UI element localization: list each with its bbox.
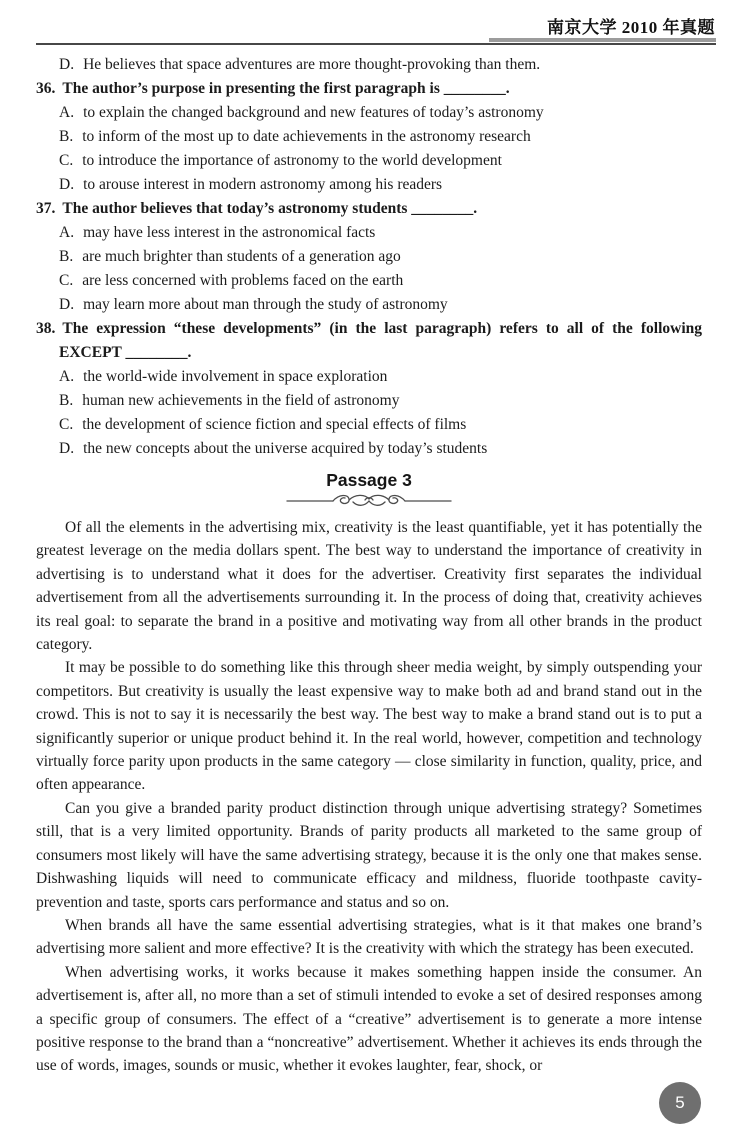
page-number-badge: 5	[659, 1082, 701, 1124]
passage-heading	[36, 470, 702, 510]
flourish-ornament-icon	[285, 492, 453, 510]
option-text: the development of science fiction and special effects of films	[82, 416, 467, 433]
option-letter: B.	[59, 392, 74, 409]
option-row	[36, 125, 702, 149]
option-row	[36, 437, 702, 461]
questions-section	[36, 53, 702, 461]
option-row	[36, 149, 702, 173]
question-38-stem	[36, 317, 702, 365]
passage-paragraph: Of all the elements in the advertising mix, creativity is the least quantifiable, yet it has potentially the greatest leverage on the media dollars spent. The best way to understand the importance of creativity in advertising is to understand what it does for the advertiser. Creativity first separates the individual advertisement from all the advertisements surrounding it. In the process of doing that, creativity achieves its real goal: to separate the brand in a positive and motivating way from all other brands in the product category.	[36, 519, 702, 654]
option-text: to arouse interest in modern astronomy among his readers	[83, 176, 443, 193]
option-row	[36, 101, 702, 125]
question-number: 38.	[36, 320, 56, 337]
option-letter: D.	[59, 296, 75, 313]
option-letter: A.	[59, 368, 75, 385]
option-text: to inform of the most up to date achievements in the astronomy research	[82, 128, 531, 145]
question-number: 37.	[36, 200, 56, 217]
option-text: may learn more about man through the study of astronomy	[83, 296, 448, 313]
question-text: The author’s purpose in presenting the first paragraph is ________.	[62, 80, 510, 97]
option-row	[36, 245, 702, 269]
option-row	[36, 365, 702, 389]
option-text: to introduce the importance of astronomy to the world development	[82, 152, 502, 169]
passage-paragraph: When brands all have the same essential advertising strategies, what is it that makes one brand’s advertising more salient and more effective? It is the creativity with which the strategy has been executed.	[36, 916, 702, 958]
option-row	[36, 173, 702, 197]
option-row	[36, 53, 702, 77]
option-text: the world-wide involvement in space exploration	[83, 368, 388, 385]
option-letter: D.	[59, 440, 75, 457]
option-row	[36, 293, 702, 317]
option-letter: A.	[59, 104, 75, 121]
option-letter: B.	[59, 128, 74, 145]
option-letter: D.	[59, 176, 75, 193]
option-text: human new achievements in the field of astronomy	[82, 392, 400, 409]
question-number: 36.	[36, 80, 56, 97]
passage-title: Passage 3	[326, 470, 412, 490]
option-text: to explain the changed background and new features of today’s astronomy	[83, 104, 544, 121]
passage-body	[36, 516, 702, 1078]
header-rule-thin	[36, 43, 716, 45]
passage-paragraph: Can you give a branded parity product distinction through unique advertising strategy? Sometimes still, that is a very limited opportunity. Brands of parity products all marketed to the same group of consumers most likely will have the same advertising strategy, because it is the only one that makes sense. Dishwashing liquids will need to communicate efficacy and mildness, fluoride toothpaste cavity-prevention and taste, sports cars performance and status and so on.	[36, 799, 702, 911]
content	[36, 53, 702, 1078]
question-text: The author believes that today’s astronomy students ________.	[62, 200, 478, 217]
option-letter: C.	[59, 152, 74, 169]
question-36-stem	[36, 77, 702, 101]
header-rule-thick	[489, 38, 716, 42]
option-row	[36, 389, 702, 413]
option-text: may have less interest in the astronomical facts	[83, 224, 376, 241]
option-letter: D.	[59, 56, 75, 73]
passage-paragraph: It may be possible to do something like this through sheer media weight, by simply outspending your competitors. But creativity is usually the least expensive way to make both ad and brand stand out in the crowd. This is not to say it is necessarily the best way. The best way to make a brand stand out is to put a significantly superior or unique product behind it. In the real world, however, competition and technology virtually force parity upon products in the same category — close similarity in function, quality, price, and often appearance.	[36, 659, 702, 794]
option-text: He believes that space adventures are more thought-provoking than them.	[83, 56, 541, 73]
option-letter: C.	[59, 416, 74, 433]
option-letter: C.	[59, 272, 74, 289]
question-text: The expression “these developments” (in the last paragraph) refers to all of the following EXCEPT ________.	[59, 320, 702, 361]
option-text: the new concepts about the universe acquired by today’s students	[83, 440, 488, 457]
option-text: are much brighter than students of a generation ago	[82, 248, 401, 265]
passage-paragraph: When advertising works, it works because it makes something happen inside the consumer. An advertisement is, after all, no more than a set of stimuli intended to evoke a set of desired responses among a specific group of consumers. The effect of a “creative” advertisement is to generate a more intense positive response to the brand than a “noncreative” advertisement. Whether it achieves its ends through the use of words, images, sounds or music, whether it evokes laughter, fear, shock, or	[36, 963, 702, 1075]
option-row	[36, 221, 702, 245]
page-title: 南京大学 2010 年真题	[547, 18, 715, 37]
option-row	[36, 269, 702, 293]
question-37-stem	[36, 197, 702, 221]
option-text: are less concerned with problems faced on the earth	[82, 272, 404, 289]
option-letter: A.	[59, 224, 75, 241]
option-letter: B.	[59, 248, 74, 265]
option-row	[36, 413, 702, 437]
